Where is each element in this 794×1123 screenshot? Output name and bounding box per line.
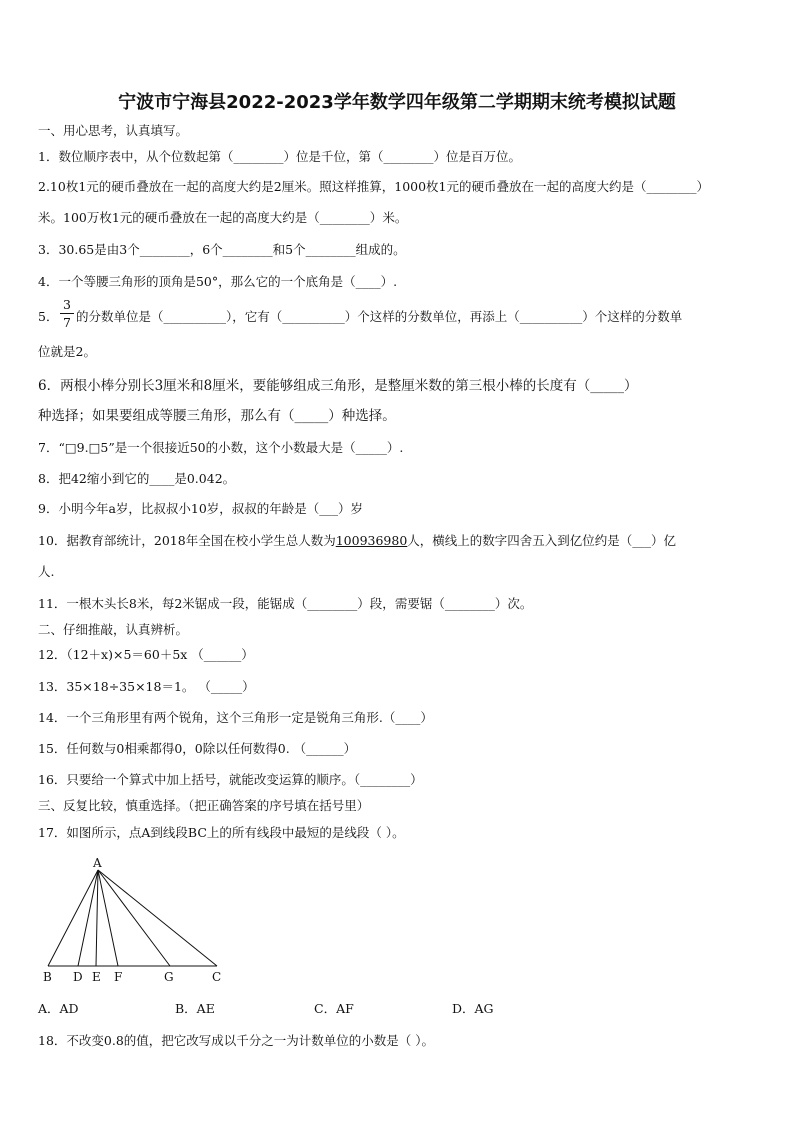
label-D: D [73, 970, 83, 984]
fraction-three-sevenths [60, 297, 74, 330]
question-5-line-1: 的分数单位是（__________），它有（__________）个这样的分数单位，再添上（__________）个这样的分数单 [76, 309, 683, 324]
label-F: F [114, 970, 123, 984]
segment-AC [98, 870, 217, 966]
question-16: 16．只要给一个算式中加上括号，就能改变运算的顺序。（________） [38, 772, 423, 787]
question-6-line-1: 6．两根小棒分别长3厘米和8厘米，要能够组成三角形，是整厘米数的第三根小棒的长度有（_____） [38, 378, 638, 394]
question-10-line-2: 人. [38, 564, 55, 579]
question-10-line-1 [38, 531, 676, 549]
question-9: 9．小明今年a岁，比叔叔小10岁，叔叔的年龄是（___）岁 [38, 501, 364, 516]
question-17: 17．如图所示，点A到线段BC上的所有线段中最短的是线段（ ）。 [38, 825, 405, 840]
question-5-line-2: 位就是2。 [38, 344, 96, 359]
page-title: 宁波市宁海县2022-2023学年数学四年级第二学期期末统考模拟试题 [118, 92, 676, 113]
question-2-line-2: 米。100万枚1元的硬币叠放在一起的高度大约是（________）米。 [38, 210, 408, 225]
question-1: 1．数位顺序表中，从个位数起第（________）位是千位，第（________）位是百万位。 [38, 149, 521, 164]
question-8: 8．把42缩小到它的____是0.042。 [38, 471, 236, 486]
question-6-line-2: 种选择；如果要组成等腰三角形，那么有（_____）种选择。 [38, 408, 396, 424]
question-10-suffix: 人，横线上的数字四舍五入到亿位约是（___）亿 [407, 533, 677, 548]
option-d: D．AG [452, 1001, 494, 1016]
segment-AF [98, 870, 118, 966]
section-1-heading: 一、用心思考，认真填写。 [38, 123, 189, 138]
label-G: G [164, 970, 174, 984]
question-4: 4．一个等腰三角形的顶角是50°，那么它的一个底角是（____）. [38, 274, 398, 289]
question-18: 18．不改变0.8的值，把它改写成以千分之一为计数单位的小数是（ ）。 [38, 1033, 435, 1048]
fraction-numerator: 3 [63, 297, 71, 312]
section-3-heading: 三、反复比较，慎重选择。（把正确答案的序号填在括号里） [38, 798, 370, 813]
question-15: 15．任何数与0相乘都得0，0除以任何数得0. （______） [38, 741, 357, 756]
question-13: 13．35×18÷35×18＝1。 （_____） [38, 679, 255, 694]
question-11: 11．一根木头长8米，每2米锯成一段，能锯成（________）段，需要锯（________）次。 [38, 596, 533, 611]
fraction-bar [60, 313, 74, 314]
question-10-underlined-number: 100936980 [335, 533, 408, 548]
segment-AB [48, 870, 98, 966]
label-B: B [43, 970, 52, 984]
question-2-line-1: 2.10枚1元的硬币叠放在一起的高度大约是2厘米。照这样推算，1000枚1元的硬币叠放在一起的高度大约是（________） [38, 179, 710, 194]
triangle-figure [30, 852, 240, 990]
question-7: 7．“□9.□5”是一个很接近50的小数，这个小数最大是（_____）. [38, 440, 404, 455]
question-14: 14．一个三角形里有两个锐角，这个三角形一定是锐角三角形.（____） [38, 710, 433, 725]
segment-AE [96, 870, 98, 966]
option-b: B．AE [175, 1001, 215, 1016]
question-3: 3．30.65是由3个________，6个________和5个________组成的。 [38, 242, 406, 257]
segment-AG [98, 870, 170, 966]
option-a: A．AD [38, 1001, 79, 1016]
question-12: 12．（12＋x)×5＝60＋5x （______） [38, 647, 254, 662]
fraction-denominator: 7 [63, 315, 71, 330]
label-A: A [93, 856, 102, 870]
question-10-prefix: 10．据教育部统计，2018年全国在校小学生总人数为 [38, 533, 336, 548]
option-c: C．AF [314, 1001, 354, 1016]
segment-AD [78, 870, 98, 966]
section-2-heading: 二、仔细推敲，认真辨析。 [38, 622, 189, 637]
label-E: E [92, 970, 101, 984]
question-5-number: 5． [38, 309, 59, 324]
label-C: C [212, 970, 222, 984]
